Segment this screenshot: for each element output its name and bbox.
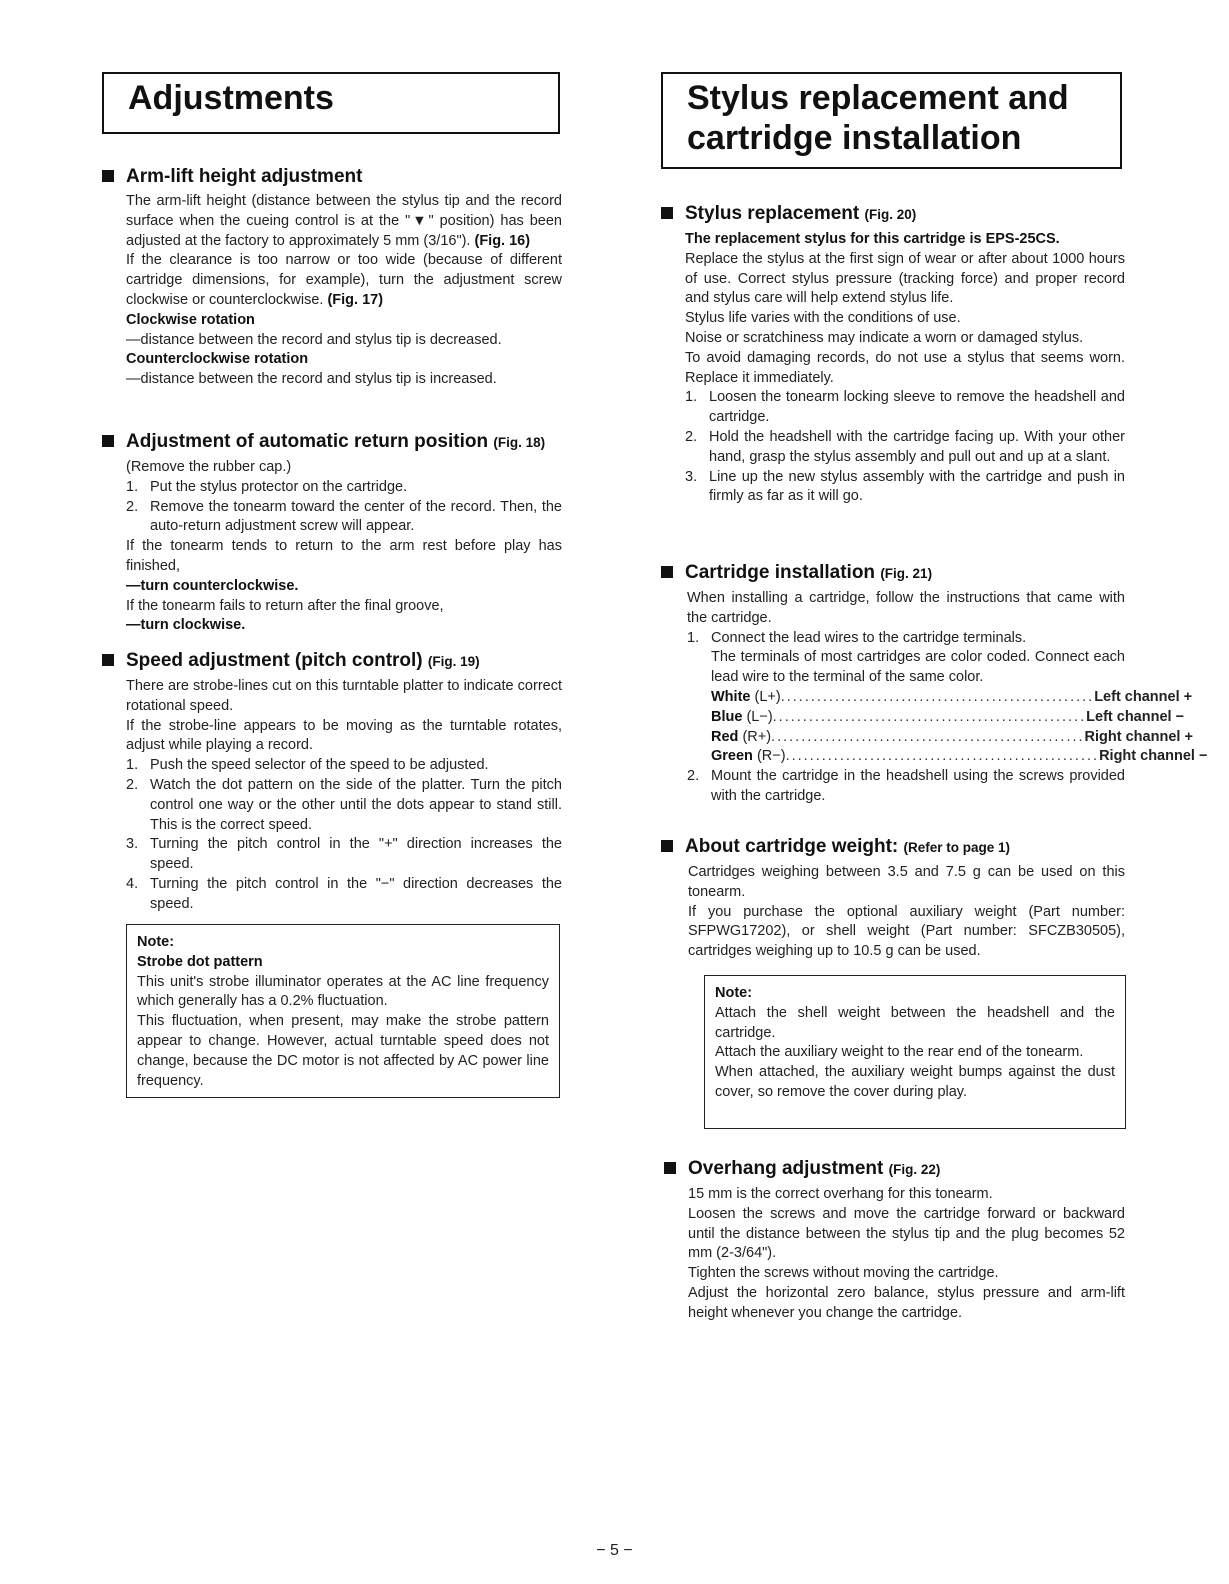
autoreturn-body bbox=[102, 458, 562, 636]
autoreturn-p2: If the tonearm tends to return to the arm rest before play has finished, bbox=[126, 538, 562, 574]
overhang-p2: Loosen the screws and move the cartridge forward or backward until the distance between the stylus tip and the plug becomes 52 mm (2-3/64"). bbox=[688, 1205, 1125, 1262]
square-bullet-icon bbox=[102, 170, 114, 182]
adjustments-title-text: Adjustments bbox=[128, 79, 334, 117]
armlift-section bbox=[102, 166, 562, 390]
list-item: 1. Put the stylus protector on the cartridge. bbox=[126, 478, 408, 495]
list-item: 2. Watch the dot pattern on the side of the platter. Turn the pitch control one way or the other until the dots appear to stand still. This is the correct speed. bbox=[126, 776, 562, 833]
overhang-p1: 15 mm is the correct overhang for this tonearm. bbox=[688, 1186, 993, 1202]
list-item: 1. Loosen the tonearm locking sleeve to remove the headshell and cartridge. bbox=[685, 389, 1125, 426]
list-item: 1. Push the speed selector of the speed to be adjusted. bbox=[126, 757, 489, 774]
armlift-heading: Arm-lift height adjustment bbox=[102, 166, 562, 188]
note-title: Note: bbox=[715, 985, 753, 1001]
autoreturn-heading: Adjustment of automatic return position (Fig. 18) bbox=[102, 431, 562, 454]
armlift-p1: The arm-lift height (distance between the stylus tip and the record surface when the cueing control is at the "▼" position) has been adjusted at the factory to approximately 5 mm (3/16"). (Fig. 16) bbox=[126, 193, 562, 249]
weight-note-box bbox=[704, 975, 1126, 1129]
speed-p1: There are strobe-lines cut on this turntable platter to indicate correct rotational speed. bbox=[126, 678, 562, 714]
speed-body bbox=[102, 677, 562, 915]
square-bullet-icon bbox=[102, 654, 114, 666]
overhang-section bbox=[664, 1158, 1125, 1324]
clockwise-label: Clockwise rotation bbox=[126, 311, 255, 328]
stylus-model-line: The replacement stylus for this cartridge is EPS-25CS. bbox=[685, 231, 1060, 247]
list-item: 2. Remove the tonearm toward the center of the record. Then, the auto-return adjustment screw will appear. bbox=[126, 498, 562, 535]
stylus-heading: Stylus replacement (Fig. 20) bbox=[661, 203, 1125, 226]
list-item: 4. Turning the pitch control in the "−" direction decreases the speed. bbox=[126, 875, 562, 912]
wire-row-blue: Blue (L−) .................................................... Left channel − bbox=[711, 708, 1185, 725]
list-item: 3. Line up the new stylus assembly with the cartridge and push in firmly as far as it will go. bbox=[685, 468, 1125, 505]
note-p3: When attached, the auxiliary weight bumps against the dust cover, so remove the cover during play. bbox=[715, 1064, 1115, 1100]
square-bullet-icon bbox=[102, 435, 114, 447]
square-bullet-icon bbox=[661, 566, 673, 578]
list-item: 2. Mount the cartridge in the headshell using the screws provided with the cartridge. bbox=[687, 768, 1125, 804]
autoreturn-p1: (Remove the rubber cap.) bbox=[126, 459, 292, 475]
stylus-section bbox=[661, 203, 1125, 507]
stylus-replacement-title-text: Stylus replacement and cartridge installation bbox=[687, 79, 1069, 157]
page-number: − 5 − bbox=[596, 1542, 633, 1559]
autoreturn-section bbox=[102, 431, 562, 636]
list-item: 1. Connect the lead wires to the cartridge terminals. The terminals of most cartridges are color coded. Connect each lead wire to the terminal of the same color. White (L+) .................................................... Left channel + Blue (L−) .................................................... Left channel − Red (R+) .................................................... Right channel + Green (R−) .................................................... Right channel − bbox=[687, 629, 1125, 768]
overhang-body bbox=[664, 1185, 1125, 1324]
note-subtitle: Strobe dot pattern bbox=[137, 953, 263, 970]
weight-p2: If you purchase the optional auxiliary weight (Part number: SFPWG17202), or shell weight (Part number: SFCZB30505), cartridges weighing up to 10.5 g can be used. bbox=[688, 903, 1125, 960]
stylus-p4: To avoid damaging records, do not use a stylus that seems worn. Replace it immediately. bbox=[685, 349, 1125, 386]
note-p1: This unit's strobe illuminator operates at the AC line frequency which generally has a 0.2% fluctuation. bbox=[137, 973, 549, 1010]
weight-p1: Cartridges weighing between 3.5 and 7.5 g can be used on this tonearm. bbox=[688, 864, 1125, 900]
stylus-p3: Noise or scratchiness may indicate a worn or damaged stylus. bbox=[685, 329, 1084, 346]
square-bullet-icon bbox=[661, 840, 673, 852]
speed-steps bbox=[126, 756, 562, 914]
cartridge-steps bbox=[687, 629, 1208, 807]
square-bullet-icon bbox=[664, 1162, 676, 1174]
note-p1: Attach the shell weight between the headshell and the cartridge. bbox=[715, 1004, 1115, 1041]
stylus-p2: Stylus life varies with the conditions of use. bbox=[685, 310, 961, 327]
weight-heading: About cartridge weight: (Refer to page 1) bbox=[661, 836, 1125, 859]
stylus-body bbox=[661, 230, 1125, 507]
wire-row-white: White (L+) .................................................... Left channel + bbox=[711, 688, 1193, 705]
weight-section bbox=[661, 836, 1125, 962]
stylus-p1: Replace the stylus at the first sign of wear or after about 1000 hours of use. Correct stylus pressure (tracking force) and proper record and stylus care will help extend stylus life. bbox=[685, 250, 1125, 307]
cartridge-section bbox=[661, 562, 1208, 807]
cartridge-heading: Cartridge installation (Fig. 21) bbox=[661, 562, 1125, 585]
stylus-replacement-title bbox=[661, 72, 1122, 169]
armlift-p2: If the clearance is too narrow or too wide (because of different cartridge dimensions, for example), turn the adjustment screw clockwise or counterclockwise. (Fig. 17) bbox=[126, 252, 562, 308]
speed-p2: If the strobe-line appears to be moving as the turntable rotates, adjust while playing a record. bbox=[126, 717, 562, 754]
autoreturn-p2-bold: —turn counterclockwise. bbox=[126, 577, 299, 594]
autoreturn-p3: If the tonearm fails to return after the final groove, bbox=[126, 597, 444, 614]
wire-row-red: Red (R+) .................................................... Right channel + bbox=[711, 728, 1193, 745]
list-item: 2. Hold the headshell with the cartridge facing up. With your other hand, grasp the stylus assembly and pull out and up at a slant. bbox=[685, 428, 1125, 465]
wire-row-green: Green (R−) .................................................... Right channel − bbox=[711, 748, 1208, 765]
note-p2: Attach the auxiliary weight to the rear end of the tonearm. bbox=[715, 1044, 1084, 1061]
stylus-steps bbox=[685, 388, 1125, 507]
square-bullet-icon bbox=[661, 207, 673, 219]
clockwise-text: —distance between the record and stylus tip is decreased. bbox=[126, 331, 502, 348]
speed-section bbox=[102, 650, 562, 915]
cartridge-p1: When installing a cartridge, follow the instructions that came with the cartridge. bbox=[687, 590, 1125, 626]
counterclockwise-label: Counterclockwise rotation bbox=[126, 351, 309, 368]
overhang-heading: Overhang adjustment (Fig. 22) bbox=[664, 1158, 1125, 1181]
overhang-p3: Tighten the screws without moving the cartridge. bbox=[688, 1265, 999, 1282]
counterclockwise-text: —distance between the record and stylus tip is increased. bbox=[126, 371, 497, 388]
overhang-p4: Adjust the horizontal zero balance, stylus pressure and arm-lift height whenever you change the cartridge. bbox=[688, 1284, 1125, 1321]
note-p2: This fluctuation, when present, may make the strobe pattern appear to change. However, actual turntable speed does not change, because the DC motor is not affected by AC power line frequency. bbox=[137, 1013, 549, 1089]
list-item: 3. Turning the pitch control in the "+" direction increases the speed. bbox=[126, 836, 562, 873]
cartridge-body bbox=[661, 589, 1208, 807]
strobe-note-box bbox=[126, 924, 560, 1098]
adjustments-title bbox=[102, 72, 560, 134]
armlift-body bbox=[102, 192, 562, 390]
speed-heading: Speed adjustment (pitch control) (Fig. 19) bbox=[102, 650, 562, 673]
autoreturn-p3-bold: —turn clockwise. bbox=[126, 617, 246, 634]
weight-body bbox=[661, 863, 1125, 962]
autoreturn-steps bbox=[126, 478, 562, 537]
note-title: Note: bbox=[137, 934, 175, 950]
